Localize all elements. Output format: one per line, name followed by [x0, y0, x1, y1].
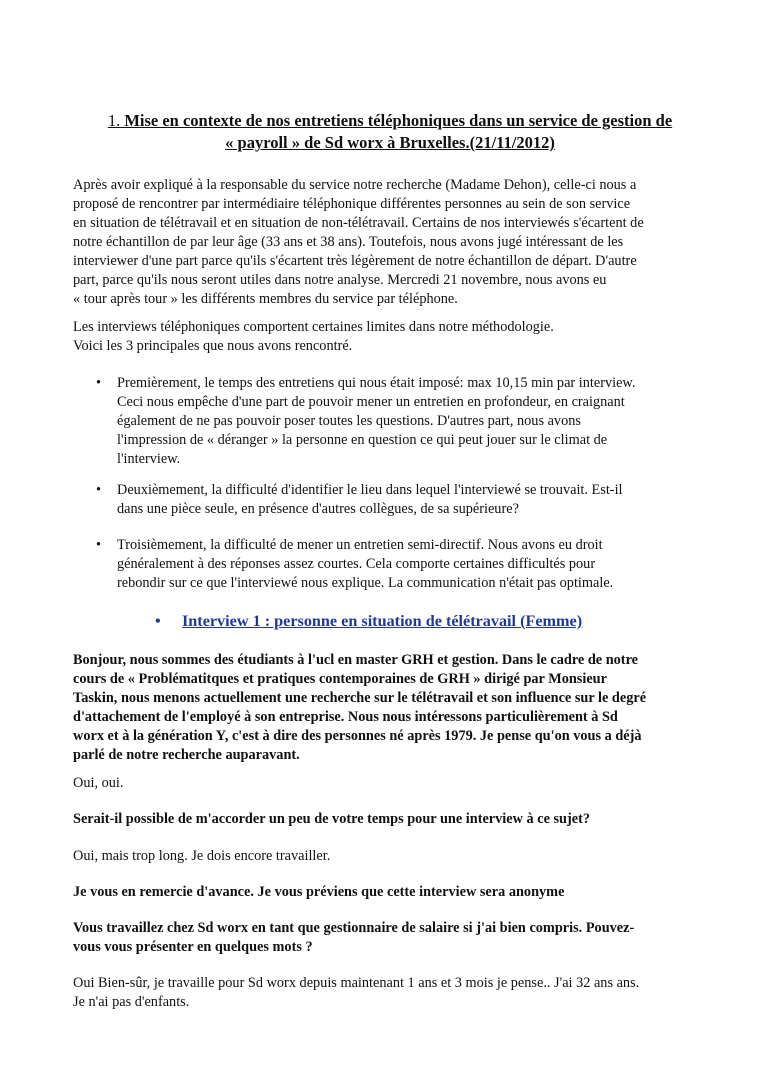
answer-paragraph	[73, 974, 703, 1012]
bullet-icon: •	[96, 537, 102, 553]
answer-paragraph	[73, 774, 703, 793]
question-paragraph	[73, 919, 703, 957]
dialogue-line: parlé de notre recherche auparavant.	[73, 747, 300, 763]
heading-line-2: « payroll » de Sd worx à Bruxelles.(21/11/2012)	[225, 133, 555, 152]
dialogue-line: Bonjour, nous sommes des étudiants à l'ucl en master GRH et gestion. Dans le cadre de notre	[73, 652, 638, 668]
list-item-line: l'interview.	[117, 451, 181, 467]
dialogue-line: worx et à la génération Y, c'est à dire des personnes né après 1979. Je pense qu'on vous a déjà	[73, 728, 642, 744]
interview-title-text: Interview 1 : personne en situation de télétravail (Femme)	[182, 612, 583, 630]
list-item-line: Ceci nous empêche d'une part de pouvoir mener un entretien en profondeur, en craignant	[117, 394, 625, 410]
intro-line: interviewer d'une part parce qu'ils s'écartent très légèrement de notre échantillon de départ. D'autre	[73, 253, 637, 269]
list-item-line: Premièrement, le temps des entretiens qui nous était imposé: max 10,15 min par interview.	[117, 375, 636, 391]
intro-line: Après avoir expliqué à la responsable du service notre recherche (Madame Dehon), celle-ci nous a	[73, 177, 637, 193]
bullet-icon: •	[96, 482, 102, 498]
question-paragraph	[73, 810, 703, 829]
intro-line: notre échantillon de par leur âge (33 ans et 38 ans). Toutefois, nous avons jugé intéressant de les	[73, 234, 624, 250]
bullet-icon: •	[96, 375, 102, 391]
dialogue-line: Je vous en remercie d'avance. Je vous préviens que cette interview sera anonyme	[73, 884, 565, 900]
section-heading	[80, 110, 700, 154]
list-item-line: Deuxièmement, la difficulté d'identifier le lieu dans lequel l'interviewé se trouvait. Est-il	[117, 482, 623, 498]
dialogue-line: vous vous présenter en quelques mots ?	[73, 939, 313, 955]
limits-paragraph	[73, 318, 703, 356]
limits-line: Les interviews téléphoniques comportent certaines limites dans notre méthodologie.	[73, 319, 554, 335]
section-number: 1.	[107, 111, 121, 130]
question-paragraph	[73, 883, 703, 902]
list-item-line: généralement à des réponses assez courtes. Cela comporte certaines difficultés pour	[117, 556, 596, 572]
intro-line: en situation de télétravail et en situation de non-télétravail. Certains de nos interviewés s'écartent de	[73, 215, 644, 231]
list-item-line: dans une pièce seule, en présence d'autres collègues, de sa supérieure?	[117, 501, 519, 517]
dialogue-line: cours de « Problématitques et pratiques contemporaines de GRH » dirigé par Monsieur	[73, 671, 607, 687]
interviewer-intro	[73, 651, 703, 765]
intro-line: part, parce qu'ils nous seront utiles dans notre analyse. Mercredi 21 novembre, nous avons eu	[73, 272, 607, 288]
list-item-line: rebondir sur ce que l'interviewé nous explique. La communication n'était pas optimale.	[117, 575, 614, 591]
answer-paragraph	[73, 847, 703, 866]
list-item-line: Troisièmement, la difficulté de mener un entretien semi-directif. Nous avons eu droit	[117, 537, 603, 553]
dialogue-line: Je n'ai pas d'enfants.	[73, 994, 190, 1010]
intro-paragraph	[73, 176, 703, 309]
limits-line: Voici les 3 principales que nous avons rencontré.	[73, 338, 353, 354]
intro-line: proposé de rencontrer par intermédiaire téléphonique différentes personnes au sein de son service	[73, 196, 631, 212]
list-item-line: l'impression de « déranger » la personne en question ce qui peut jouer sur le climat de	[117, 432, 608, 448]
dialogue-line: Oui, oui.	[73, 775, 124, 791]
dialogue-line: Vous travaillez chez Sd worx en tant que gestionnaire de salaire si j'ai bien compris. Pouvez-	[73, 920, 635, 936]
dialogue-line: Oui, mais trop long. Je dois encore travailler.	[73, 848, 331, 864]
dialogue-line: d'attachement de l'employé à son entreprise. Nous nous intéressons particulièrement à Sd	[73, 709, 618, 725]
dialogue-line: Serait-il possible de m'accorder un peu de votre temps pour une interview à ce sujet?	[73, 811, 591, 827]
heading-line-1	[80, 110, 700, 132]
bullet-icon: •	[155, 612, 161, 630]
heading-text-1: Mise en contexte de nos entretiens téléphoniques dans un service de gestion de	[124, 111, 673, 130]
dialogue-line: Oui Bien-sûr, je travaille pour Sd worx depuis maintenant 1 ans et 3 mois je pense.. J'ai 32 ans ans.	[73, 975, 640, 991]
list-item-line: également de ne pas pouvoir poser toutes les questions. D'autres part, nous avons	[117, 413, 581, 429]
dialogue-line: Taskin, nous menons actuellement une recherche sur le télétravail et son influence sur le degré	[73, 690, 647, 706]
intro-line: « tour après tour » les différents membres du service par téléphone.	[73, 291, 458, 307]
